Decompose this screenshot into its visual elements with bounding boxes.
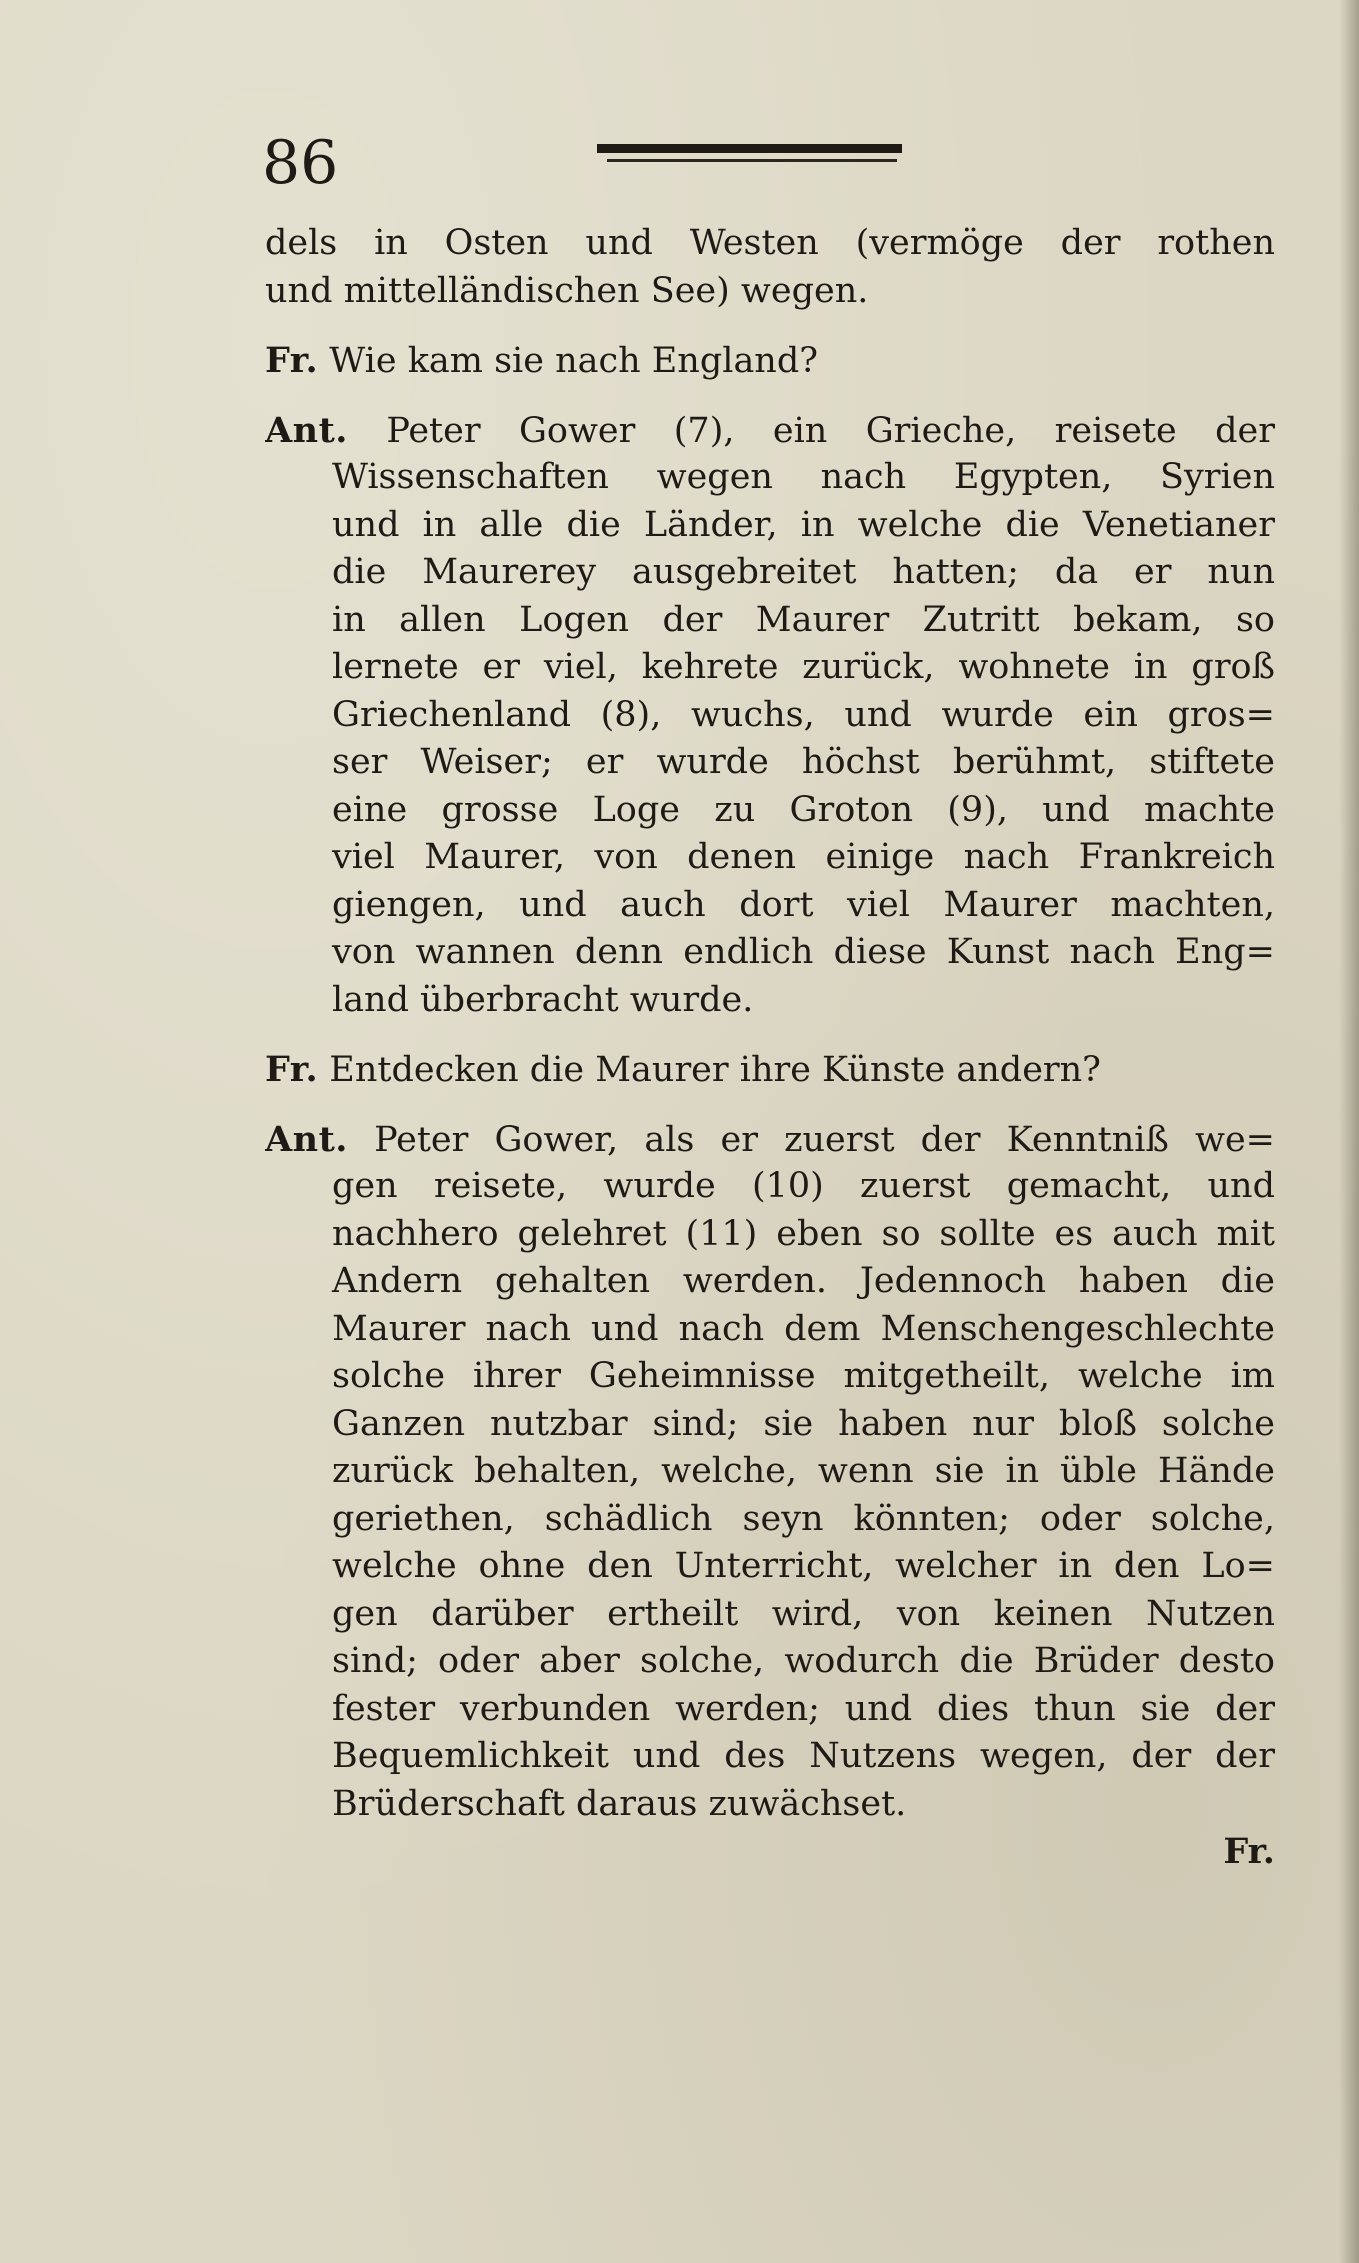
text-line: Andern gehalten werden. Jedennoch haben die <box>332 1261 1275 1301</box>
text-line: und mittelländischen See) wegen. <box>265 270 869 311</box>
page-header <box>262 128 912 198</box>
text-line: welche ohne den Unterricht, welcher in den Lo= <box>332 1546 1275 1586</box>
header-rule <box>597 144 902 166</box>
text-line: gen darüber ertheilt wird, von keinen Nutzen <box>332 1593 1275 1634</box>
text-line: land überbracht wurde. <box>332 979 754 1020</box>
text-line: Maurer nach und nach dem Menschengeschlechte <box>332 1308 1275 1349</box>
answer-line <box>265 1116 1275 1164</box>
text-span: Entdecken die Maurer ihre Künste andern? <box>329 1050 1101 1090</box>
speaker-label: Ant. <box>265 409 348 451</box>
question-line <box>265 1046 1275 1094</box>
text-line: Brüderschaft daraus zuwächset. <box>332 1783 907 1824</box>
text-line: von wannen denn endlich diese Kunst nach Eng= <box>332 932 1275 972</box>
text-line: fester verbunden werden; und dies thun sie der <box>332 1688 1275 1729</box>
text-line: die Maurerey ausgebreitet hatten; da er nun <box>332 552 1275 592</box>
text-line: Ganzen nutzbar sind; sie haben nur bloß solche <box>332 1403 1275 1444</box>
text-line: dels in Osten und Westen (vermöge der rothen <box>265 223 1275 263</box>
text-line: nachhero gelehret (11) eben so sollte es auch mit <box>332 1213 1275 1254</box>
text-span: Peter Gower, als er zuerst der Kenntniß we= <box>374 1119 1275 1160</box>
speaker-label: Ant. <box>265 1118 348 1160</box>
text-line: sind; oder aber solche, wodurch die Brüder desto <box>332 1641 1275 1681</box>
page-edge-shadow <box>1339 0 1359 2263</box>
text-line: zurück behalten, welche, wenn sie in üble Hände <box>332 1451 1275 1491</box>
text-line: und in alle die Länder, in welche die Venetianer <box>332 504 1275 545</box>
text-line: eine grosse Loge zu Groton (9), und machte <box>332 789 1275 830</box>
text-line: in allen Logen der Maurer Zutritt bekam, so <box>332 599 1275 640</box>
text-line: geriethen, schädlich seyn könnten; oder solche, <box>332 1498 1275 1539</box>
text-line: Bequemlichkeit und des Nutzens wegen, der der <box>332 1736 1275 1776</box>
text-line: solche ihrer Geheimnisse mitgetheilt, welche im <box>332 1356 1275 1396</box>
speaker-label: Fr. <box>265 1049 319 1090</box>
text-line: lernete er viel, kehrete zurück, wohnete in groß <box>332 647 1275 687</box>
catchword: Fr. <box>1223 1831 1275 1872</box>
answer-line <box>265 407 1275 455</box>
body-text <box>265 220 1275 1876</box>
text-line: giengen, und auch dort viel Maurer machten, <box>332 884 1275 925</box>
text-span: Peter Gower (7), ein Grieche, reisete der <box>386 410 1275 451</box>
text-line: Griechenland (8), wuchs, und wurde ein gros= <box>332 694 1275 735</box>
text-line: Wissenschaften wegen nach Egypten, Syrien <box>332 457 1275 497</box>
text-span: Wie kam sie nach England? <box>329 341 819 381</box>
page-number: 86 <box>262 128 339 198</box>
text-line: ser Weiser; er wurde höchst berühmt, stiftete <box>332 742 1275 782</box>
question-line <box>265 337 1275 385</box>
speaker-label: Fr. <box>265 340 319 381</box>
text-line: viel Maurer, von denen einige nach Frankreich <box>332 837 1275 877</box>
text-line: gen reisete, wurde (10) zuerst gemacht, und <box>332 1166 1275 1206</box>
